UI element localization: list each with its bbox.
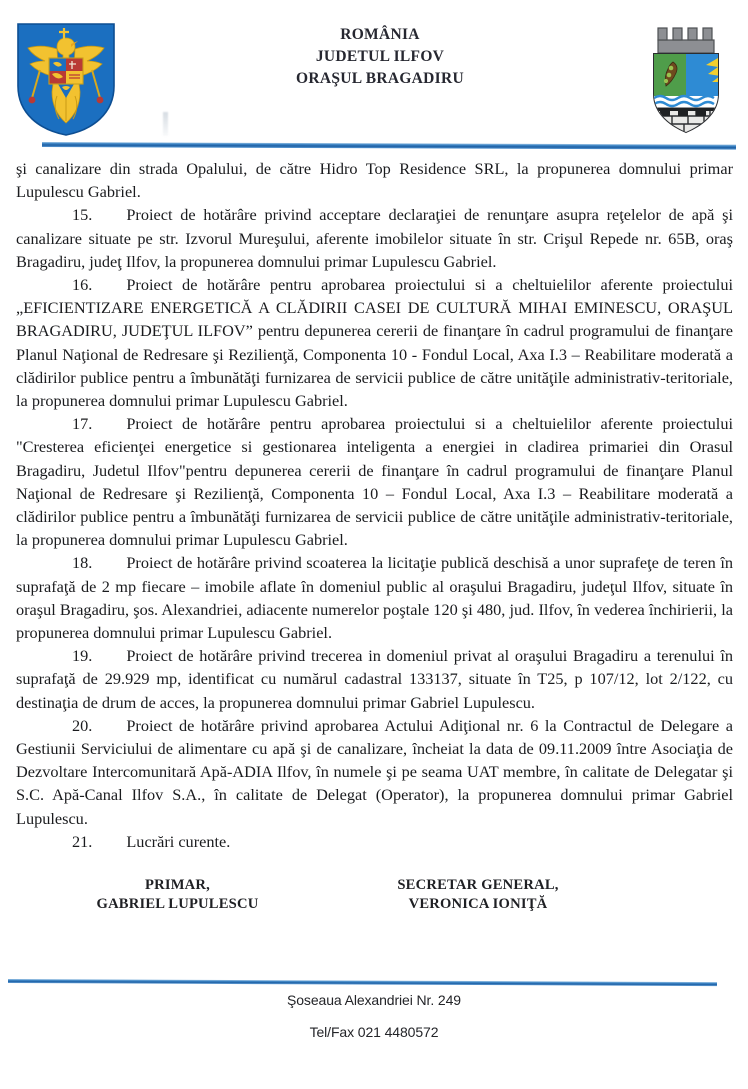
romanian-coat-of-arms-icon (14, 20, 118, 138)
document-body (16, 157, 733, 853)
agenda-item-15-number: 15. (72, 205, 93, 225)
paragraph-continued-text: şi canalizare din strada Opalului, de către Hidro Top Residence SRL, la propunerea domnului primar Lupulescu Gabriel. (16, 159, 733, 202)
scan-artifact (163, 112, 168, 136)
agenda-item-16-text: Proiect de hotărâre pentru aprobarea proiectului si a cheltuielilor aferente proiectului „EFICIENTIZARE ENERGETICĂ A CLĂDIRII CASEI DE CULTURĂ MIHAI EMINESCU, ORAŞUL BRAGADIRU, JUDEŢUL ILFOV” pentru depunerea cererii de finanţare în cadrul programului de finanţare Planul Naţional de Redresare şi Rezilienţă, Componenta 10 - Fondul Local, Axa I.3 – Reabilitare moderată a clădirilor publice pentru a îmbunătăţi furnizarea de servicii publice de către unităţile administrativ-teritoriale, la propunerea domnului primar Lupulescu Gabriel. (16, 275, 733, 411)
agenda-item-20-text: Proiect de hotărâre privind aprobarea Actului Adiţional nr. 6 la Contractul de Delegare a Gestiunii Serviciului de alimentare cu apă şi de canalizare, încheiat la data de 09.11.2009 între Asociaţia de Dezvoltare Intercomunitară Apă-ADIA Ilfov, în numele şi pe seama UAT membre, în calitate de Delegatar şi S.C. Apă-Canal Ilfov S.A., în calitate de Delegat (Operator), la propunerea domnului primar Gabriel Lupulescu. (16, 715, 733, 828)
agenda-item-17-text: Proiect de hotărâre pentru aprobarea proiectului si a cheltuielilor aferente proiectului "Cresterea eficienţei energetice si gestionarea inteligenta a energiei in cladirea primariei din Orasul Bragadiru, Judetul Ilfov"pentru depunerea cererii de finanţare în cadrul programului de finanţare Planul Naţional de Redresare şi Rezilienţă, Componenta 10 – Fondul Local, Axa I.3 – Reabilitare moderată a clădirilor publice pentru a îmbunătăţi furnizarea de servicii publice de către unităţile administrativ-teritoriale, la propunerea domnului primar Lupulescu Gabriel. (16, 414, 733, 550)
header-divider-rule (42, 142, 736, 150)
header-title-country: ROMÂNIA (340, 26, 420, 43)
signature-block (0, 876, 748, 924)
agenda-item-18 (16, 551, 733, 644)
agenda-item-19-text: Proiect de hotărâre privind trecerea in domeniul privat al oraşului Bragadiru a terenului în suprafaţă de 29.929 mp, identificat cu numărul cadastral 133137, situate în T25, p 107/12, lot 2/122, cu destinaţia de drum de acces, la propunerea domnului primar Gabriel Lupulescu. (16, 646, 733, 712)
agenda-item-15-text: Proiect de hotărâre privind acceptare declaraţiei de renunţare asupra reţelelor de apă şi canalizare situate pe str. Izvorul Mureşului, aferente imobilelor situate în str. Crişul Repede nr. 65B, oraş Bragadiru, judeţ Ilfov, la propunerea domnului primar Lupulescu Gabriel. (16, 205, 733, 271)
agenda-item-21 (16, 830, 733, 853)
header-title-city: ORAŞUL BRAGADIRU (295, 70, 464, 87)
signature-primar-title: PRIMAR, (144, 877, 211, 893)
document-footer (0, 992, 748, 1040)
footer-phone: Tel/Fax 021 4480572 (309, 1024, 439, 1040)
footer-address: Şoseaua Alexandriei Nr. 249 (287, 992, 461, 1008)
agenda-item-20-number: 20. (72, 715, 93, 735)
agenda-item-19 (16, 644, 733, 714)
footer-divider-rule (8, 979, 717, 986)
document-header (0, 0, 748, 148)
paragraph-continued (16, 157, 733, 203)
bragadiru-coat-of-arms-icon (640, 22, 732, 138)
signature-secretar-title: SECRETAR GENERAL, (397, 877, 559, 893)
signature-primar-name: GABRIEL LUPULESCU (96, 896, 259, 912)
agenda-item-16 (16, 273, 733, 412)
header-title-county: JUDETUL ILFOV (315, 48, 445, 65)
header-title-group (190, 24, 570, 90)
agenda-item-17 (16, 412, 733, 551)
agenda-item-21-text: Lucrări curente. (126, 831, 231, 851)
agenda-item-19-number: 19. (72, 646, 93, 666)
agenda-item-21-number: 21. (72, 831, 93, 851)
agenda-item-18-text: Proiect de hotărâre privind scoaterea la licitaţie publică deschisă a unor suprafeţe de teren în suprafaţă de 2 mp fiecare – imobile aflate în domeniul public al oraşului Bragadiru, judeţul Ilfov, situate în oraşul Bragadiru, şos. Alexandriei, adiacente numerelor poştale 120 şi 480, jud. Ilfov, în vederea închirierii, la propunerea domnului primar Lupulescu Gabriel. (16, 553, 733, 643)
agenda-item-20 (16, 714, 733, 830)
agenda-item-16-number: 16. (72, 275, 93, 295)
signature-secretar-general (378, 876, 578, 914)
signature-secretar-name: VERONICA IONIŢĂ (408, 896, 548, 912)
agenda-item-15 (16, 203, 733, 273)
signature-primar (85, 876, 270, 914)
agenda-item-17-number: 17. (72, 414, 93, 434)
agenda-item-18-number: 18. (72, 553, 93, 573)
